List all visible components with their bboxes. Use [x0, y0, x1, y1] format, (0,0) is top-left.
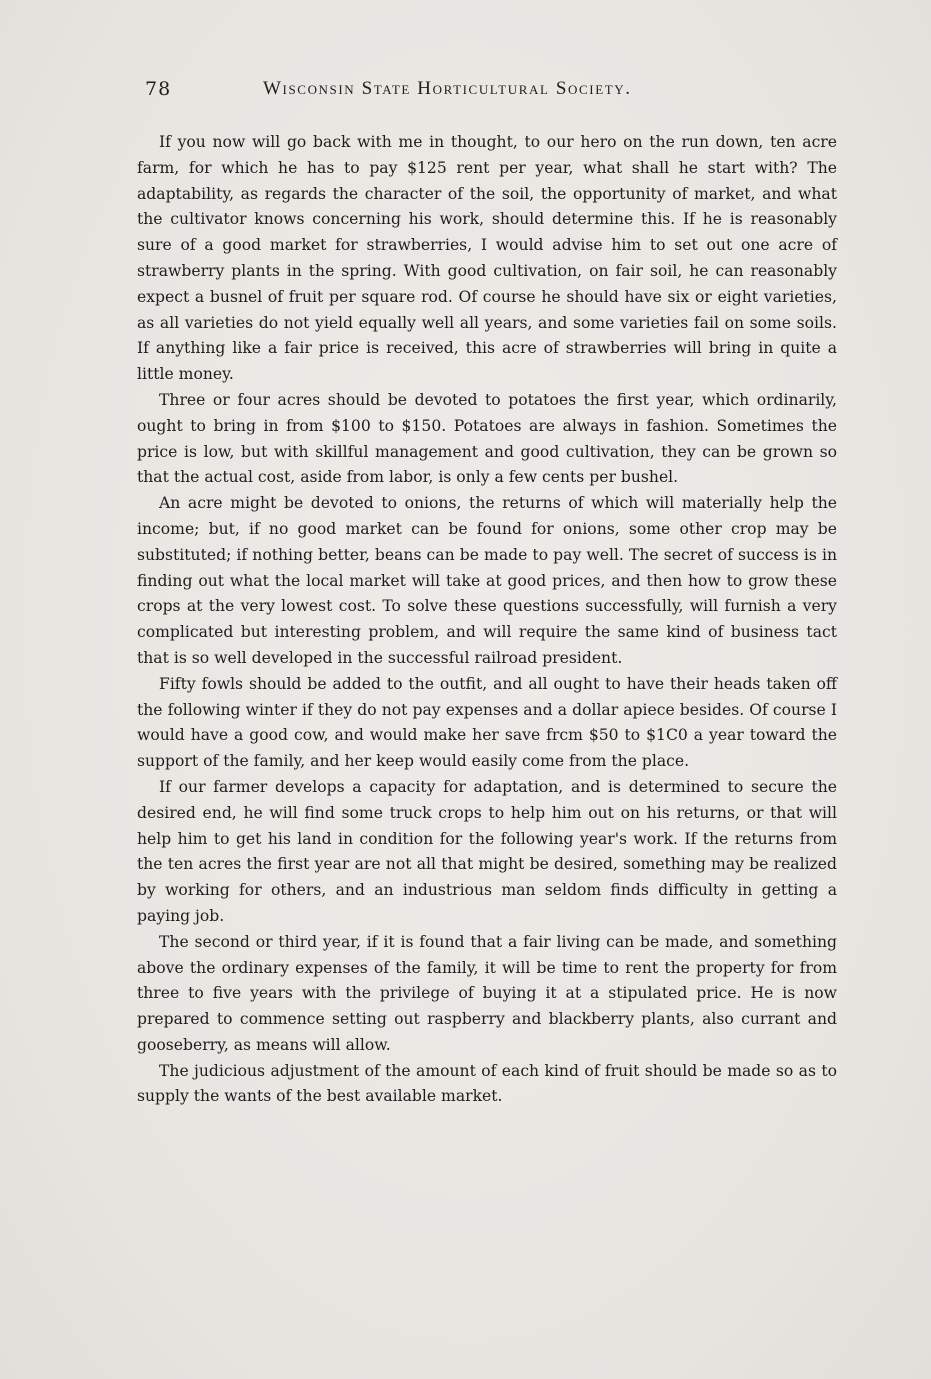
running-title: Wisconsin State Horticultural Society. — [263, 78, 632, 99]
paragraph: The second or third year, if it is found that a fair living can be made, and something above the ordinary expenses of the family, it will be time to rent the property for from three to five years with the privilege of buying it at a stipulated price. He is now prepared to commence setting out raspberry and blackberry plants, also currant and gooseberry, as means will allow. — [137, 932, 837, 1054]
page-number: 78 — [145, 78, 172, 100]
paragraph: If our farmer develops a capacity for adaptation, and is determined to secure the desired end, he will find some truck crops to help him out on his returns, or that will help him to get his land in condition for the following year's work. If the returns from the ten acres the first year are not all that might be desired, something may be realized by working for others, and an industrious man seldom finds difficulty in getting a paying job. — [137, 777, 837, 925]
body-text — [137, 130, 837, 1110]
paragraph: If you now will go back with me in thought, to our hero on the run down, ten acre farm, for which he has to pay $125 rent per year, what shall he start with? The adaptability, as regards the character of the soil, the opportunity of market, and what the cultivator knows concerning his work, should determine this. If he is reasonably sure of a good market for strawberries, I would advise him to set out one acre of strawberry plants in the spring. With good cultivation, on fair soil, he can reasonably expect a busnel of fruit per square rod. Of course he should have six or eight varieties, as all varieties do not yield equally well all years, and some varieties fail on some soils. If anything like a fair price is received, this acre of strawberries will bring in quite a little money. — [137, 133, 837, 384]
paragraph: Fifty fowls should be added to the outfit, and all ought to have their heads taken off the following winter if they do not pay expenses and a dollar apiece besides. Of course I would have a good cow, and would make her save frcm $50 to $1C0 a year toward the support of the family, and her keep would easily come from the place. — [137, 674, 837, 771]
paragraph: An acre might be devoted to onions, the returns of which will materially help the income; but, if no good market can be found for onions, some other crop may be substituted; if nothing better, beans can be made to pay well. The secret of success is in finding out what the local market will take at good prices, and then how to grow these crops at the very lowest cost. To solve these questions successfully, will furnish a very complicated but interesting problem, and will require the same kind of business tact that is so well developed in the successful railroad president. — [137, 494, 837, 667]
paragraph: The judicious adjustment of the amount of each kind of fruit should be made so as to supply the wants of the best available market. — [137, 1061, 837, 1106]
paragraph: Three or four acres should be devoted to potatoes the first year, which ordinarily, ought to bring in from $100 to $150. Potatoes are always in fashion. Sometimes the price is low, but with skillful management and good cultivation, they can be grown so that the actual cost, aside from labor, is only a few cents per bushel. — [137, 390, 837, 487]
page-header — [145, 78, 835, 104]
